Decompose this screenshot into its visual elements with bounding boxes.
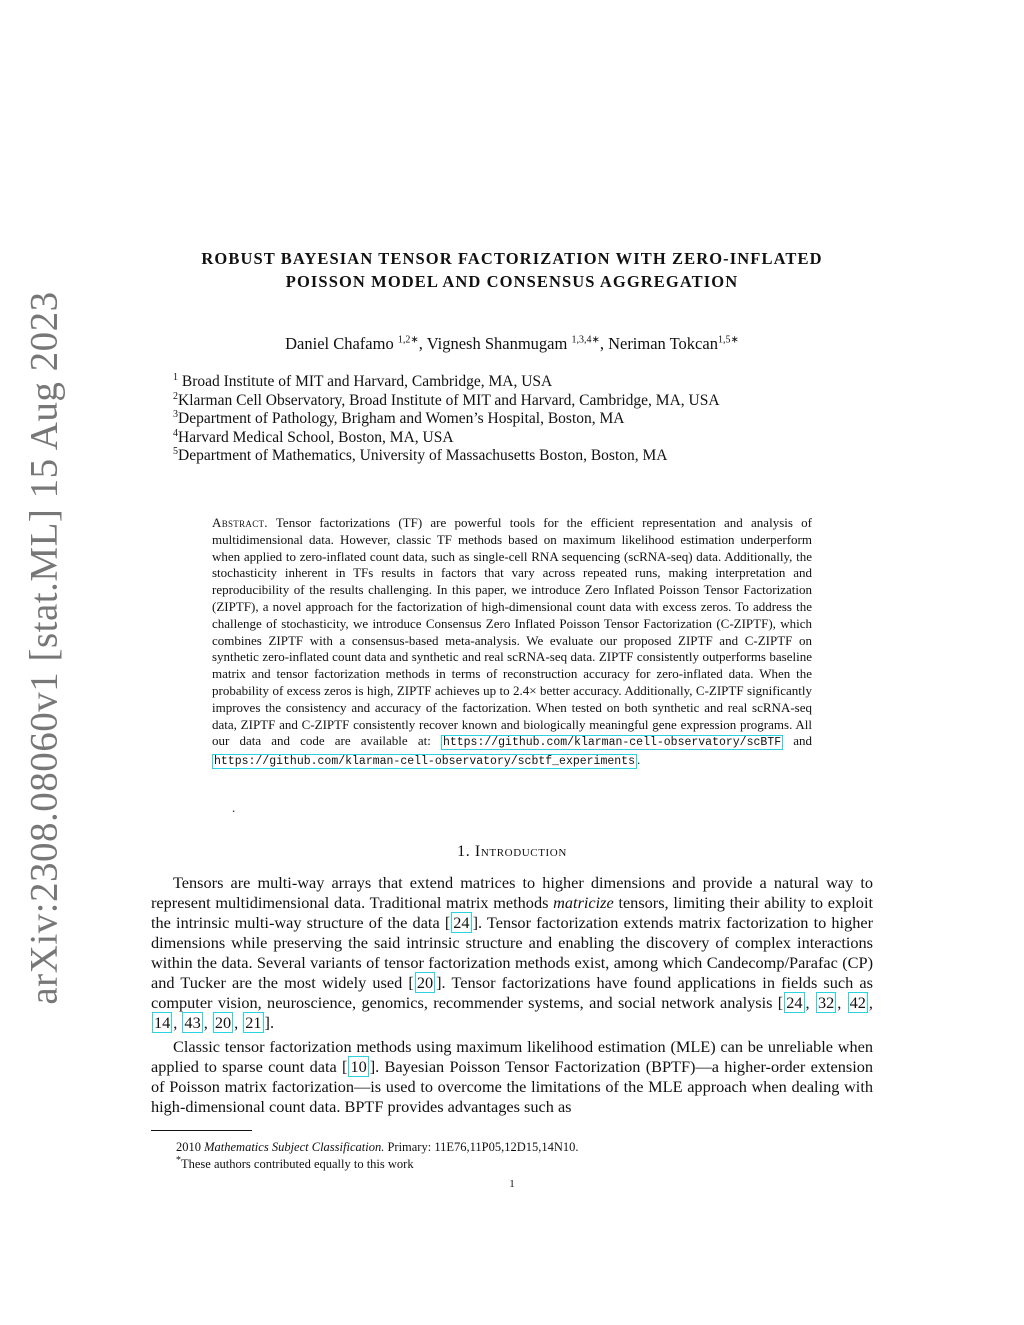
footnote-mark: * bbox=[176, 1154, 181, 1166]
page-number: 1 bbox=[509, 1178, 515, 1190]
footnote-text: These authors contributed equally to this work bbox=[181, 1157, 414, 1171]
paragraph-text: Tensors are multi-way arrays that extend matrices to higher dimensions and provide a natural way to represent multidimensional data. Traditional matrix methods bbox=[151, 873, 873, 912]
abstract-label: Abstract. bbox=[212, 515, 268, 530]
paragraph-text: . Bayesian Poisson Tensor Factorization (BPTF)—a higher-order extension of Poisson matrix factorization—is used to overcome the limitations of the MLE approach when dealing with high-dimensional count data. BPTF provides advantages such as bbox=[151, 1057, 874, 1116]
affiliation bbox=[173, 373, 853, 392]
affiliation-mark: 5 bbox=[173, 446, 178, 458]
affiliation bbox=[173, 447, 853, 466]
abstract-connector: and bbox=[793, 733, 812, 749]
affiliation bbox=[173, 429, 853, 448]
affiliation bbox=[173, 410, 853, 429]
affiliation-list bbox=[173, 373, 853, 466]
abstract-trailing-dot: . bbox=[232, 800, 236, 815]
introduction-body bbox=[151, 873, 873, 1117]
citation-link[interactable]: 10 bbox=[350, 1057, 367, 1076]
code-repository-link[interactable]: https://github.com/klarman-cell-observatory/scBTF bbox=[442, 736, 782, 750]
citation-link[interactable]: 32 bbox=[817, 993, 835, 1012]
author-affiliation-marks: 1,3,4∗ bbox=[571, 334, 600, 346]
citation-link[interactable]: 20 bbox=[416, 973, 434, 992]
title-line-1: ROBUST BAYESIAN TENSOR FACTORIZATION WITH ZERO-INFLATED bbox=[201, 249, 823, 268]
paragraph-text: Classic tensor factorization methods using maximum likelihood estimation (MLE) can be unreliable when applied to sparse count data bbox=[151, 1037, 873, 1076]
affiliation-text: Harvard Medical School, Boston, MA, USA bbox=[178, 428, 454, 446]
paragraph-text: . bbox=[269, 1013, 275, 1032]
citation-link[interactable]: 42 bbox=[849, 993, 866, 1012]
affiliation-text: Department of Pathology, Brigham and Women’s Hospital, Boston, MA bbox=[178, 410, 625, 428]
arxiv-identifier: arXiv:2308.08060v1 [stat.ML] 15 Aug 2023 bbox=[22, 290, 66, 1005]
abstract bbox=[212, 515, 812, 771]
footnote-year: 2010 bbox=[176, 1140, 201, 1154]
affiliation-mark: 4 bbox=[173, 427, 178, 439]
author-affiliation-marks: 1,5∗ bbox=[717, 334, 739, 346]
paragraph-text: . Tensor factorization extends matrix factorization to higher dimensions while preserving the said intrinsic structure and enabling the discovery of complex interactions within the data. Several variants of tensor factorization methods exist, among which Candecomp/Parafac (CP) and Tucker are the most widely used bbox=[151, 913, 873, 992]
abstract-period: . bbox=[636, 752, 641, 768]
affiliation-text: Department of Mathematics, University of Massachusetts Boston, Boston, MA bbox=[178, 447, 668, 465]
arxiv-side-stamp bbox=[14, 290, 74, 1005]
footnote-equal-contribution bbox=[176, 1156, 856, 1173]
affiliation-mark: 3 bbox=[173, 409, 178, 421]
citation-link[interactable]: 43 bbox=[184, 1013, 201, 1032]
experiments-repository-link[interactable]: https://github.com/klarman-cell-observatory/scbtf_experiments bbox=[214, 755, 635, 769]
paragraph: Classic tensor factorization methods using maximum likelihood estimation (MLE) can be unreliable when applied to sparse count data [ 10 ]. Bayesian Poisson Tensor Factorization (BPTF)—a higher-order extension of Poisson matrix factorization—is used to overcome the limitations of the MLE approach when dealing with high-dimensional count data. BPTF provides advantages such as bbox=[151, 1037, 874, 1116]
affiliation-text: Broad Institute of MIT and Harvard, Cambridge, MA, USA bbox=[181, 373, 553, 390]
author-name: Daniel Chafamo bbox=[285, 334, 394, 353]
section-number: 1. bbox=[457, 843, 471, 860]
footnote-rule bbox=[151, 1130, 252, 1131]
footnotes bbox=[176, 1139, 856, 1173]
section-title: Introduction bbox=[474, 843, 567, 860]
author-list: Daniel Chafamo $^{1,2∗}$, Vignesh Shanmugam $^{1,3,4∗}$, Neriman Tokcan$^{1,5∗}$ bbox=[285, 334, 739, 353]
paragraph: Tensors are multi-way arrays that extend matrices to higher dimensions and provide a natural way to represent multidimensional data. Traditional matrix methods matricize tensors, limiting their ability to exploit the intrinsic multi-way structure of the data [ 24 ]. Tensor factorization extends matrix factorization to higher dimensions while preserving the said intrinsic structure and enabling the discovery of complex interactions within the data. Several variants of tensor factorization methods exist, among which Candecomp/Parafac (CP) and Tucker are the most widely used [ 20 ]. Tensor factorizations have found applications in fields such as computer vision, neuroscience, genomics, recommender systems, and social network analysis [ 24 , 32 , 42 , 14 , 43 , 20 , 21 ]. bbox=[151, 873, 873, 1032]
title-line-2: POISSON MODEL AND CONSENSUS AGGREGATION bbox=[285, 272, 739, 291]
affiliation-text: Klarman Cell Observatory, Broad Institute of MIT and Harvard, Cambridge, MA, USA bbox=[178, 391, 720, 409]
affiliation-mark: 2 bbox=[173, 390, 178, 402]
paragraph-text: tensors, limiting their ability to exploit the intrinsic multi-way structure of the data bbox=[151, 893, 873, 932]
author-name: Neriman Tokcan bbox=[608, 334, 718, 353]
affiliation bbox=[173, 392, 853, 411]
author-name: Vignesh Shanmugam bbox=[426, 334, 568, 353]
citation-link[interactable]: 24 bbox=[786, 993, 803, 1012]
footnote-msc-value: Primary: 11E76,11P05,12D15,14N10. bbox=[387, 1140, 579, 1154]
citation-link[interactable]: 14 bbox=[154, 1013, 171, 1032]
author-affiliation-marks: 1,2∗ bbox=[397, 334, 419, 346]
footnote-classification bbox=[176, 1139, 856, 1156]
affiliation-mark: 1 bbox=[173, 371, 178, 383]
emphasized-term: matricize bbox=[553, 893, 614, 912]
paragraph-text: . Tensor factorizations have found applications in fields such as computer vision, neuroscience, genomics, recommender systems, and social network analysis bbox=[151, 973, 873, 1012]
citation-link[interactable]: 20 bbox=[214, 1013, 232, 1032]
abstract-text: Tensor factorizations (TF) are powerful tools for the efficient representation and analysis of multidimensional data. However, classic TF methods based on maximum likelihood estimation underperform when applied to zero-inflated count data, such as single-cell RNA sequencing (scRNA-seq) data. Additionally, the stochasticity inherent in TFs results in factors that vary across repeated runs, making interpretation and reproducibility of the results challenging. In this paper, we introduce Zero Inflated Poisson Tensor Factorization (ZIPTF), a novel approach for the factorization of high-dimensional count data with excess zeros. To address the challenge of stochasticity, we introduce Consensus Zero Inflated Poisson Tensor Factorization (C-ZIPTF), which combines ZIPTF with a consensus-based meta-analysis. We evaluate our proposed ZIPTF and C-ZIPTF on synthetic zero-inflated count data and synthetic and real scRNA-seq data. ZIPTF consistently outperforms baseline matrix and tensor factorization methods in terms of reconstruction accuracy for zero-inflated data. When the probability of excess zeros is high, ZIPTF achieves up to 2.4× better accuracy. Additionally, C-ZIPTF significantly improves the consistency and accuracy of the factorization. When tested on both synthetic and real scRNA-seq data, ZIPTF and C-ZIPTF consistently recover known and biologically meaningful gene expression programs. All our data and code are available at: bbox=[212, 515, 813, 749]
paper-title bbox=[150, 247, 874, 293]
citation-link[interactable]: 21 bbox=[245, 1013, 262, 1032]
citation-link[interactable]: 24 bbox=[453, 913, 470, 932]
footnote-msc-label: Mathematics Subject Classification. bbox=[204, 1140, 385, 1154]
section-heading-introduction bbox=[150, 843, 874, 861]
